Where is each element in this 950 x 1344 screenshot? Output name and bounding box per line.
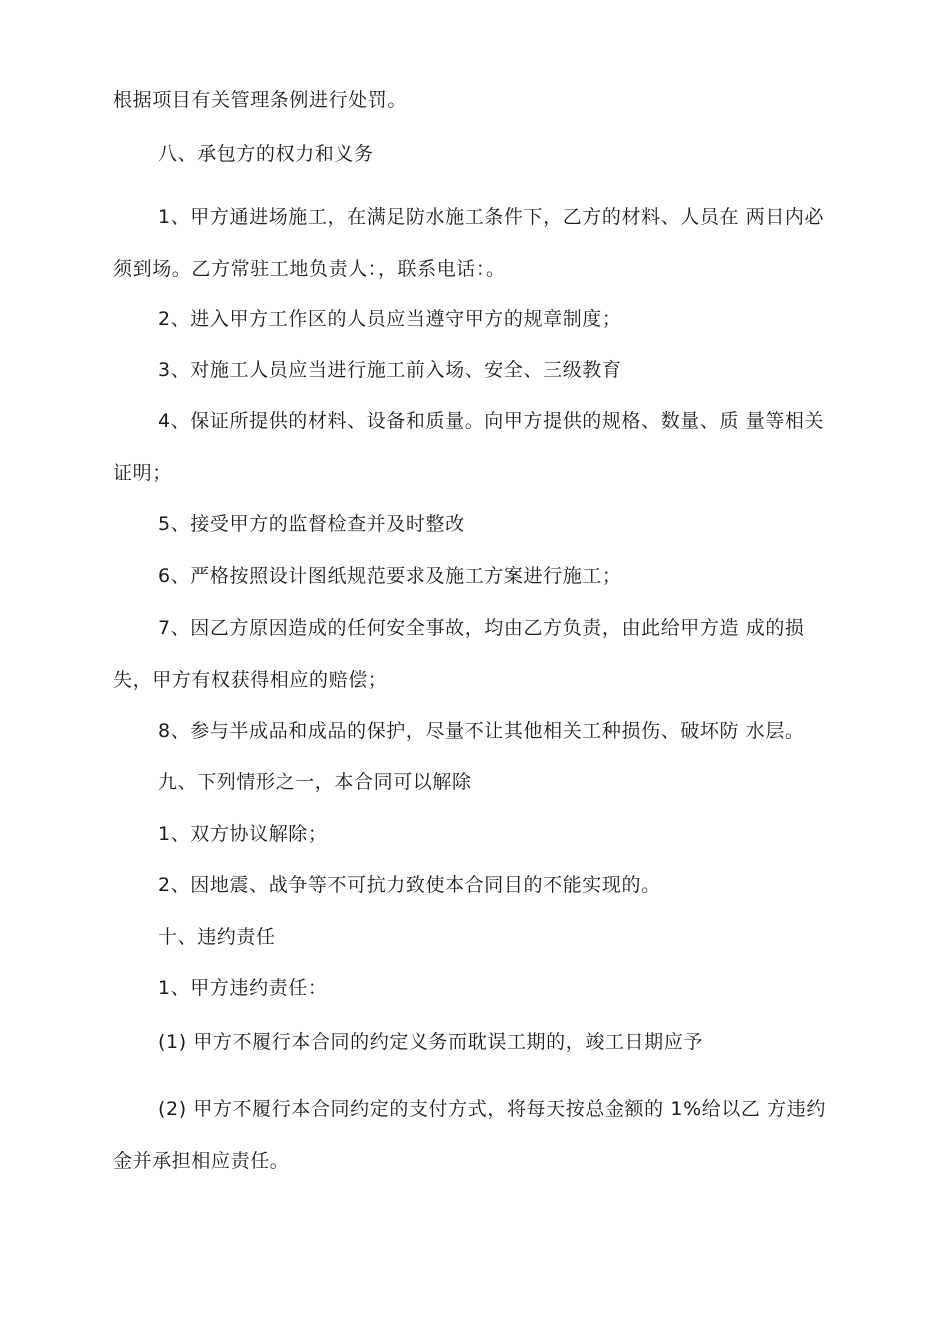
- list-item-line: 3、对施工人员应当进行施工前入场、安全、三级教育: [158, 359, 622, 381]
- sub-item-line: (2) 甲方不履行本合同约定的支付方式，将每天按总金额的 1%给以乙 方违约: [158, 1098, 826, 1120]
- list-item-line: 6、严格按照设计图纸规范要求及施工方案进行施工；: [158, 565, 622, 587]
- list-item-continuation: 失，甲方有权获得相应的赔偿；: [113, 669, 388, 691]
- list-item-line: 1、甲方违约责任：: [158, 977, 328, 999]
- list-item-continuation: 须到场。乙方常驻工地负责人：，联系电话：。: [113, 258, 506, 280]
- list-item-line: 2、进入甲方工作区的人员应当遵守甲方的规章制度；: [158, 308, 622, 330]
- section-heading-9: 九、下列情形之一，本合同可以解除: [158, 771, 472, 793]
- list-item-line: 7、因乙方原因造成的任何安全事故，均由乙方负责，由此给甲方造 成的损: [158, 617, 805, 639]
- section-heading-8: 八、承包方的权力和义务: [158, 143, 374, 165]
- paragraph-line: 根据项目有关管理条例进行处罚。: [113, 89, 408, 111]
- sub-item-continuation: 金并承担相应责任。: [113, 1150, 290, 1172]
- list-item-line: 1、甲方通进场施工，在满足防水施工条件下，乙方的材料、人员在 两日内必: [158, 206, 825, 228]
- section-heading-10: 十、违约责任: [158, 926, 276, 948]
- list-item-continuation: 证明；: [113, 462, 172, 484]
- list-item-line: 2、因地震、战争等不可抗力致使本合同目的不能实现的。: [158, 874, 661, 896]
- sub-item-line: (1) 甲方不履行本合同的约定义务而耽误工期的，竣工日期应予: [158, 1031, 703, 1053]
- list-item-line: 5、接受甲方的监督检查并及时整改: [158, 513, 465, 535]
- list-item-line: 4、保证所提供的材料、设备和质量。向甲方提供的规格、数量、质 量等相关: [158, 410, 825, 432]
- list-item-line: 8、参与半成品和成品的保护，尽量不让其他相关工种损伤、破坏防 水层。: [158, 720, 805, 742]
- list-item-line: 1、双方协议解除；: [158, 823, 328, 845]
